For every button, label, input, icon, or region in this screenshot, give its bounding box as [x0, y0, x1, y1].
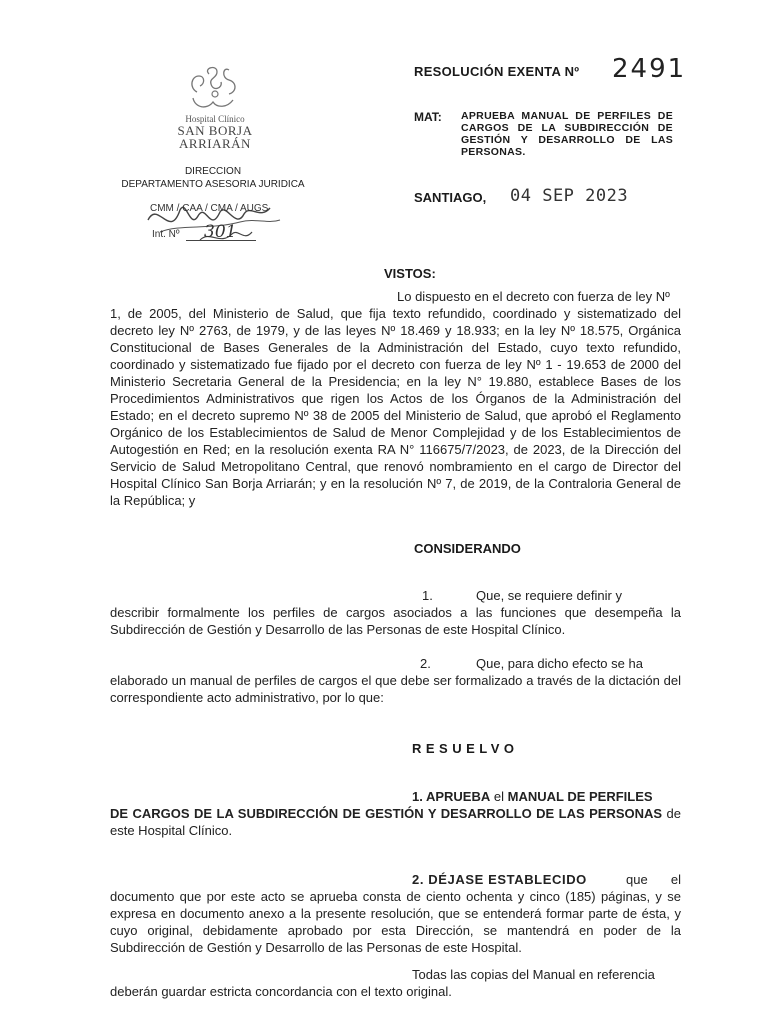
vistos-text: 1, de 2005, del Ministerio de Salud, que fija texto refundido, coordinado y sistematizado del decreto ley Nº 2763, de 1979, y de las leyes Nº 18.469 y 18.933; en la ley Nº 18.575, Orgánica Constitucional de Bases Generales de la Administración del Estado, cuyo texto refundido, coordinado y sistematizado fue fijado por el decreto con fuerza de ley Nº 1 - 19.653 de 2000 del Ministerio Secretaria General de la Presidencia; en la ley N° 19.880, establece Bases de los Procedimientos Administrativos que rigen los Actos de los Órganos de la Administración del Estado; en el decreto supremo Nº 38 de 2005 del Ministerio de Salud, que aprobó el Reglamento Orgánico de los Establecimientos de Salud de Menor Complejidad y de los Establecimientos de Autogestión en Red; en la resolución exenta RA N° 116675/7/2023, de 2023, de la Dirección del Servicio de Salud Metropolitano Central, que renovó nombramiento en el cargo de Director del Hospital Clínico San Borja Arriarán; y en la resolución Nº 7, de 2019, de la Contraloria General de la República; y — [110, 306, 681, 508]
mat-text: APRUEBA MANUAL DE PERFILES DE CARGOS DE LA SUBDIRECCIÓN DE GESTIÓN Y DESARROLLO DE LAS PERSONAS. — [461, 110, 673, 158]
department-line1: DIRECCION — [184, 166, 242, 177]
considerando-heading: CONSIDERANDO — [414, 541, 521, 556]
vistos-heading: VISTOS: — [384, 266, 436, 281]
copies-first-line: Todas las copias del Manual en referencia — [412, 967, 655, 982]
resuelvo-item1-end: de este Hospital Clínico. — [110, 806, 681, 838]
resuelvo-heading: RESUELVO — [412, 741, 519, 756]
resuelvo-item2-first-plain: que el — [626, 872, 681, 887]
considerando-item2-number: 2. — [420, 656, 431, 671]
logo-name-line1: SAN BORJA — [177, 123, 253, 138]
initials-reference: CMM / CAA / CMA / AUGS — [150, 203, 269, 214]
department-line2: DEPARTAMENTO ASESORIA JURIDICA — [121, 179, 305, 190]
resuelvo-item1-bold-start: 1. APRUEBA — [412, 789, 491, 804]
city-label: SANTIAGO, — [414, 190, 487, 205]
resuelvo-item2-text: documento que por este acto se aprueba consta de ciento ochenta y cinco (185) páginas, y se expresa en documento anexo a la presente resolución, que se entenderá formar parte de ésta, y cuyo original, debidamente aprobado por esta Dirección, se mantendrá en poder de la Subdirección de Gestión y Desarrollo de las Personas de este Hospital. — [110, 889, 681, 955]
resuelvo-item1-bold-text: DE CARGOS DE LA SUBDIRECCIÓN DE GESTIÓN Y DESARROLLO DE LAS PERSONAS — [110, 806, 663, 821]
resolution-date-stamp: 04 SEP 2023 — [510, 186, 629, 206]
considerando-item1-first: Que, se requiere definir y — [476, 588, 622, 603]
considerando-item1-number: 1. — [422, 588, 433, 603]
resuelvo-item1-text — [110, 805, 681, 839]
resuelvo-item1-first-line — [412, 788, 681, 805]
resuelvo-item2-bold: 2. DÉJASE ESTABLECIDO — [412, 872, 587, 887]
hospital-logo — [170, 62, 260, 150]
logo-name-line2: ARRIARÁN — [179, 136, 251, 151]
internal-number-handwritten: 301 — [204, 222, 237, 242]
resolution-label: RESOLUCIÓN EXENTA Nº — [414, 64, 580, 79]
considerando-item2-text: elaborado un manual de perfiles de cargos el que debe ser formalizado a través de la dictación del correspondiente acto administrativo, por lo que: — [110, 673, 681, 705]
logo-subtitle: Hospital Clínico — [185, 114, 245, 124]
mat-label: MAT: — [414, 110, 442, 124]
considerando-item2-first: Que, para dicho efecto se ha — [476, 656, 643, 671]
copies-text: deberán guardar estricta concordancia con el texto original. — [110, 984, 452, 999]
resuelvo-item1-bold-line1: MANUAL DE PERFILES — [507, 789, 653, 804]
hospital-logo-mark-icon — [183, 62, 247, 112]
resolution-number: 2491 — [612, 54, 687, 84]
vistos-first-line: Lo dispuesto en el decreto con fuerza de ley Nº — [397, 289, 670, 304]
considerando-item1-text: describir formalmente los perfiles de cargos asociados a las funciones que desempeña la Subdirección de Gestión y Desarrollo de las Personas de este Hospital Clínico. — [110, 605, 681, 637]
internal-number-label: Int. Nº — [152, 229, 180, 240]
department-block — [108, 165, 318, 191]
resuelvo-item1-el: el — [493, 789, 505, 804]
